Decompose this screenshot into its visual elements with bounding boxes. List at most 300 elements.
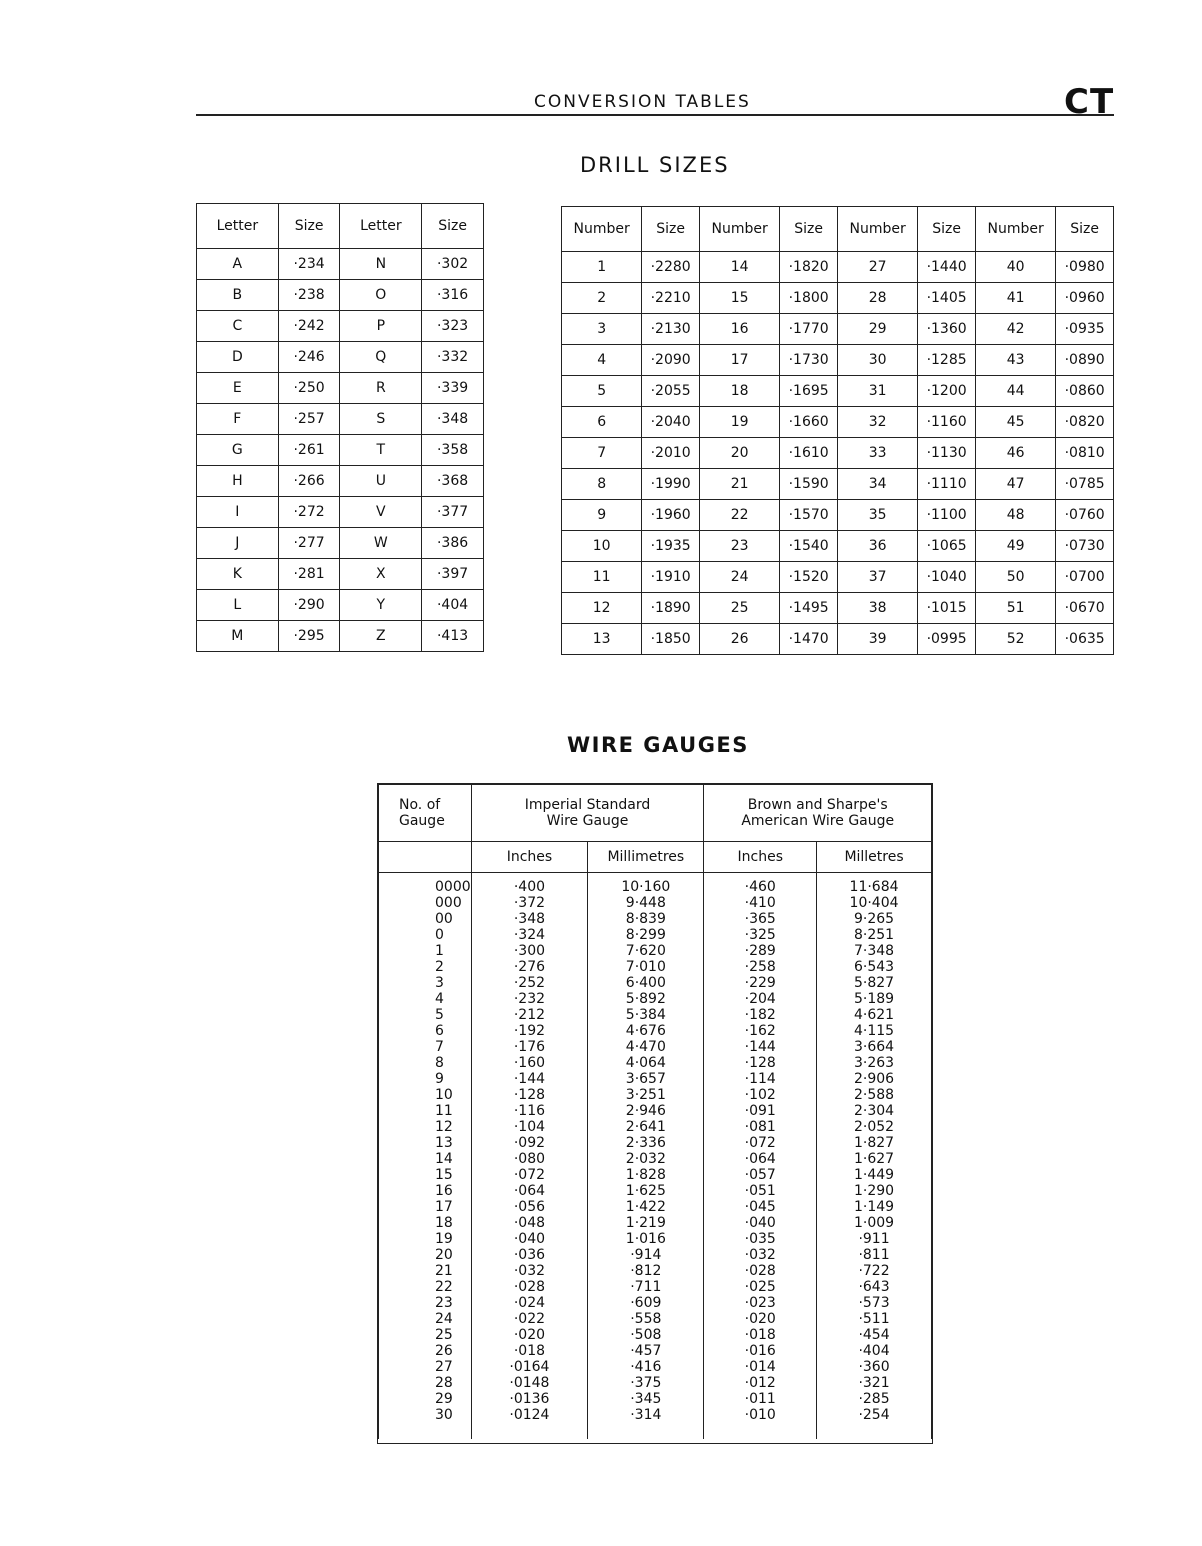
swg-mm-value: 4·064 <box>625 1055 666 1071</box>
awg-mm-value: 8·251 <box>854 927 895 943</box>
table-cell: ·290 <box>278 590 340 621</box>
table-row <box>197 311 484 342</box>
table-cell: 47 <box>975 469 1055 500</box>
gauge-value: 9 <box>435 1071 444 1087</box>
table-cell: ·0810 <box>1056 438 1114 469</box>
swg-inches-value: ·064 <box>513 1183 546 1199</box>
swg-mm-value: ·457 <box>630 1343 662 1359</box>
gauge-value: 19 <box>435 1231 453 1247</box>
awg-inches-value: ·023 <box>744 1295 776 1311</box>
swg-mm-value: ·558 <box>630 1311 662 1327</box>
table-cell: ·1990 <box>642 469 700 500</box>
awg-mm-value: 2·052 <box>854 1119 895 1135</box>
gauge-value: 3 <box>435 975 444 991</box>
awg-inches-value: ·012 <box>744 1375 776 1391</box>
table-cell: 51 <box>975 593 1055 624</box>
table-cell: 49 <box>975 531 1055 562</box>
awg-mm-value: 10·404 <box>849 895 899 911</box>
awg-mm-value: ·285 <box>858 1391 890 1407</box>
gauge-value: 24 <box>435 1311 453 1327</box>
table-cell: K <box>197 559 279 590</box>
table-cell: ·1770 <box>780 314 838 345</box>
table-row <box>562 314 1114 345</box>
table-cell: ·1470 <box>780 624 838 655</box>
table-cell: 30 <box>837 345 917 376</box>
awg-mm-value: 9·265 <box>854 911 895 927</box>
table-cell: N <box>340 249 422 280</box>
swg-inches-value: ·116 <box>513 1103 546 1119</box>
gauge-value: 5 <box>435 1007 444 1023</box>
table-cell: ·1015 <box>918 593 976 624</box>
awg-inches-value: ·204 <box>744 991 776 1007</box>
awg-inches-value: ·410 <box>744 895 776 911</box>
table-cell: V <box>340 497 422 528</box>
table-cell: ·1440 <box>918 252 976 283</box>
table-cell: ·1495 <box>780 593 838 624</box>
table-cell: ·1610 <box>780 438 838 469</box>
table-cell: 37 <box>837 562 917 593</box>
swg-inches-value: ·176 <box>513 1039 546 1055</box>
table-cell: ·1695 <box>780 376 838 407</box>
table-row <box>562 500 1114 531</box>
column-header: Size <box>278 204 340 249</box>
column-header: Size <box>1056 207 1114 252</box>
table-row <box>197 621 484 652</box>
table-cell: O <box>340 280 422 311</box>
table-cell: ·1100 <box>918 500 976 531</box>
gauge-value: 27 <box>435 1359 453 1375</box>
column-header: Letter <box>340 204 422 249</box>
table-cell: 36 <box>837 531 917 562</box>
awg-mm-value: 2·588 <box>854 1087 895 1103</box>
table-cell: 6 <box>562 407 642 438</box>
table-cell: ·316 <box>422 280 484 311</box>
gauge-value: 26 <box>435 1343 453 1359</box>
gauge-value: 17 <box>435 1199 453 1215</box>
swg-inches-value: ·128 <box>513 1087 546 1103</box>
awg-mm-value: 1·290 <box>854 1183 895 1199</box>
awg-inches-value: ·011 <box>744 1391 776 1407</box>
table-cell: ·413 <box>422 621 484 652</box>
swg-inches-value: ·232 <box>513 991 546 1007</box>
table-cell: ·386 <box>422 528 484 559</box>
awg-inches-value: ·325 <box>744 927 776 943</box>
swg-inches-value: ·372 <box>513 895 546 911</box>
table-cell: ·1405 <box>918 283 976 314</box>
table-cell: ·1730 <box>780 345 838 376</box>
table-cell: ·1960 <box>642 500 700 531</box>
swg-mm-value: 1·219 <box>625 1215 666 1231</box>
table-cell: 1 <box>562 252 642 283</box>
swg-mm-value: ·345 <box>630 1391 662 1407</box>
awg-mm-value: 4·115 <box>854 1023 895 1039</box>
table-cell: ·1065 <box>918 531 976 562</box>
swg-mm-value: 6·400 <box>625 975 666 991</box>
table-row <box>562 469 1114 500</box>
gauge-value: 29 <box>435 1391 453 1407</box>
table-cell: 43 <box>975 345 1055 376</box>
table-cell: ·2055 <box>642 376 700 407</box>
table-row <box>197 280 484 311</box>
table-row <box>562 562 1114 593</box>
column-header: Number <box>975 207 1055 252</box>
awg-mm-value: 2·304 <box>854 1103 895 1119</box>
swg-mm-value: ·812 <box>630 1263 662 1279</box>
table-cell: ·0960 <box>1056 283 1114 314</box>
imperial-gauge-header <box>471 785 704 842</box>
number-drill-table <box>561 206 1114 655</box>
awg-mm-column <box>817 873 932 1440</box>
table-cell: B <box>197 280 279 311</box>
table-header-row <box>197 204 484 249</box>
gauge-value: 18 <box>435 1215 453 1231</box>
awg-mm-value: 3·664 <box>854 1039 895 1055</box>
wire-gauge-table-frame <box>377 783 933 1444</box>
header-line: Brown and Sharpe's <box>747 797 888 813</box>
awg-mm-value: ·254 <box>858 1407 890 1423</box>
table-cell: 28 <box>837 283 917 314</box>
table-cell: W <box>340 528 422 559</box>
awg-inches-value: ·010 <box>744 1407 776 1423</box>
swg-inches-value: ·192 <box>513 1023 546 1039</box>
table-cell: ·2130 <box>642 314 700 345</box>
wire-gauges-title: WIRE GAUGES <box>567 733 749 757</box>
awg-inches-value: ·258 <box>744 959 776 975</box>
awg-mm-value: ·722 <box>858 1263 890 1279</box>
table-cell: 18 <box>699 376 779 407</box>
gauge-value: 21 <box>435 1263 453 1279</box>
table-cell: ·404 <box>422 590 484 621</box>
awg-mm-value: ·573 <box>858 1295 890 1311</box>
table-cell: ·302 <box>422 249 484 280</box>
table-cell: 35 <box>837 500 917 531</box>
table-row <box>562 624 1114 655</box>
table-cell: ·2280 <box>642 252 700 283</box>
table-cell: ·368 <box>422 466 484 497</box>
gauge-column <box>379 873 472 1440</box>
table-cell: 19 <box>699 407 779 438</box>
table-cell: 10 <box>562 531 642 562</box>
swg-inches-value: ·020 <box>513 1327 546 1343</box>
table-cell: ·0860 <box>1056 376 1114 407</box>
wire-gauge-table <box>378 784 932 1439</box>
table-cell: 33 <box>837 438 917 469</box>
table-cell: R <box>340 373 422 404</box>
awg-inches-value: ·229 <box>744 975 776 991</box>
table-cell: H <box>197 466 279 497</box>
awg-inches-value: ·032 <box>744 1247 776 1263</box>
swg-inches-value: ·032 <box>513 1263 546 1279</box>
gauge-value: 20 <box>435 1247 453 1263</box>
table-cell: ·0995 <box>918 624 976 655</box>
table-cell: 42 <box>975 314 1055 345</box>
swg-inches-column <box>471 873 588 1440</box>
awg-inches-value: ·018 <box>744 1327 776 1343</box>
gauge-value: 28 <box>435 1375 453 1391</box>
table-cell: ·238 <box>278 280 340 311</box>
gauge-value: 11 <box>435 1103 453 1119</box>
awg-mm-value: 5·827 <box>854 975 895 991</box>
awg-mm-value: ·643 <box>858 1279 890 1295</box>
table-cell: ·0635 <box>1056 624 1114 655</box>
gauge-value: 30 <box>435 1407 453 1423</box>
column-header: Number <box>699 207 779 252</box>
table-cell: ·1110 <box>918 469 976 500</box>
table-cell: M <box>197 621 279 652</box>
column-header: Number <box>562 207 642 252</box>
table-cell: ·257 <box>278 404 340 435</box>
table-cell: T <box>340 435 422 466</box>
swg-mm-value: 1·625 <box>625 1183 666 1199</box>
swg-inches-value: ·104 <box>513 1119 546 1135</box>
table-row <box>562 345 1114 376</box>
gauge-value: 15 <box>435 1167 453 1183</box>
awg-inches-value: ·102 <box>744 1087 776 1103</box>
table-row <box>197 497 484 528</box>
awg-inches-column <box>704 873 817 1440</box>
table-cell: F <box>197 404 279 435</box>
column-header: Size <box>422 204 484 249</box>
table-cell: ·397 <box>422 559 484 590</box>
header-line: American Wire Gauge <box>741 813 895 829</box>
swg-mm-value: 7·010 <box>625 959 666 975</box>
swg-inches-value: ·018 <box>513 1343 546 1359</box>
awg-inches-value: ·091 <box>744 1103 776 1119</box>
table-cell: ·1910 <box>642 562 700 593</box>
table-row <box>197 342 484 373</box>
swg-mm-value: ·609 <box>630 1295 662 1311</box>
gauge-value: 1 <box>435 943 444 959</box>
awg-mm-value: 1·827 <box>854 1135 895 1151</box>
table-cell: L <box>197 590 279 621</box>
swg-inches-value: ·036 <box>513 1247 546 1263</box>
swg-inches-value: ·0136 <box>509 1391 550 1407</box>
swg-inches-value: ·092 <box>513 1135 546 1151</box>
table-cell: G <box>197 435 279 466</box>
swg-inches-value: ·252 <box>513 975 546 991</box>
table-cell: 14 <box>699 252 779 283</box>
table-cell: ·246 <box>278 342 340 373</box>
swg-mm-value: 3·251 <box>625 1087 666 1103</box>
swg-inches-value: ·400 <box>513 879 546 895</box>
gauge-value: 12 <box>435 1119 453 1135</box>
section-code: CT <box>1064 82 1115 122</box>
swg-mm-value: 1·828 <box>625 1167 666 1183</box>
awg-mm-value: ·404 <box>858 1343 890 1359</box>
header-divider <box>196 114 1114 116</box>
awg-inches-value: ·020 <box>744 1311 776 1327</box>
table-cell: X <box>340 559 422 590</box>
table-cell: ·1820 <box>780 252 838 283</box>
table-cell: ·261 <box>278 435 340 466</box>
table-cell: ·266 <box>278 466 340 497</box>
header-line: Imperial Standard <box>524 797 651 813</box>
table-cell: ·0730 <box>1056 531 1114 562</box>
gauge-value: 4 <box>435 991 444 1007</box>
table-row <box>197 404 484 435</box>
table-cell: ·1200 <box>918 376 976 407</box>
awg-mm-value: 11·684 <box>849 879 899 895</box>
awg-inches-value: ·016 <box>744 1343 776 1359</box>
table-cell: I <box>197 497 279 528</box>
table-cell: ·2040 <box>642 407 700 438</box>
awg-mm-value: 4·621 <box>854 1007 895 1023</box>
table-cell: Q <box>340 342 422 373</box>
table-cell: P <box>340 311 422 342</box>
letter-drill-table <box>196 203 484 652</box>
table-row <box>197 528 484 559</box>
gauge-value: 23 <box>435 1295 453 1311</box>
table-cell: ·1040 <box>918 562 976 593</box>
table-cell: ·295 <box>278 621 340 652</box>
gauge-value: 0000 <box>435 879 471 895</box>
swg-inches-value: ·0124 <box>509 1407 550 1423</box>
table-cell: 13 <box>562 624 642 655</box>
swg-mm-value: ·508 <box>630 1327 662 1343</box>
table-cell: ·1360 <box>918 314 976 345</box>
table-cell: ·358 <box>422 435 484 466</box>
table-cell: 5 <box>562 376 642 407</box>
table-row <box>197 466 484 497</box>
swg-inches-value: ·0148 <box>509 1375 550 1391</box>
awg-mm-value: 1·009 <box>854 1215 895 1231</box>
table-cell: D <box>197 342 279 373</box>
awg-mm-value: 2·906 <box>854 1071 895 1087</box>
table-row <box>562 283 1114 314</box>
awg-mm-value: ·811 <box>858 1247 890 1263</box>
table-cell: ·2010 <box>642 438 700 469</box>
swg-inches-value: ·348 <box>513 911 546 927</box>
awg-mm-value: 6·543 <box>854 959 895 975</box>
swg-mm-value: 1·422 <box>625 1199 666 1215</box>
table-cell: 25 <box>699 593 779 624</box>
table-cell: 17 <box>699 345 779 376</box>
awg-mm-value: 1·149 <box>854 1199 895 1215</box>
table-cell: U <box>340 466 422 497</box>
table-cell: 11 <box>562 562 642 593</box>
table-cell: ·1660 <box>780 407 838 438</box>
table-cell: 20 <box>699 438 779 469</box>
awg-mm-value: 5·189 <box>854 991 895 1007</box>
table-cell: 31 <box>837 376 917 407</box>
table-row <box>562 407 1114 438</box>
awg-mm-value: 1·449 <box>854 1167 895 1183</box>
swg-mm-value: 2·946 <box>625 1103 666 1119</box>
swg-mm-value: 1·016 <box>625 1231 666 1247</box>
awg-inches-value: ·289 <box>744 943 776 959</box>
table-cell: 15 <box>699 283 779 314</box>
swg-mm-column <box>588 873 704 1440</box>
table-cell: ·0890 <box>1056 345 1114 376</box>
swg-mm-value: 4·676 <box>625 1023 666 1039</box>
table-cell: 29 <box>837 314 917 345</box>
gauge-value: 000 <box>435 895 462 911</box>
table-cell: ·323 <box>422 311 484 342</box>
table-cell: 3 <box>562 314 642 345</box>
table-row <box>562 252 1114 283</box>
table-cell: ·1570 <box>780 500 838 531</box>
table-cell: 38 <box>837 593 917 624</box>
table-cell: C <box>197 311 279 342</box>
table-cell: ·0760 <box>1056 500 1114 531</box>
gauge-value: 22 <box>435 1279 453 1295</box>
swg-mm-value: 10·160 <box>621 879 671 895</box>
swg-inches-value: ·048 <box>513 1215 546 1231</box>
table-cell: ·1285 <box>918 345 976 376</box>
column-header: Size <box>918 207 976 252</box>
awg-inches-value: ·114 <box>744 1071 776 1087</box>
gauge-value: 14 <box>435 1151 453 1167</box>
table-row <box>562 593 1114 624</box>
swg-inches-value: ·056 <box>513 1199 546 1215</box>
gauge-value: 13 <box>435 1135 453 1151</box>
gauge-value: 7 <box>435 1039 444 1055</box>
swg-mm-value: 2·641 <box>625 1119 666 1135</box>
table-cell: ·2090 <box>642 345 700 376</box>
table-cell: J <box>197 528 279 559</box>
table-cell: A <box>197 249 279 280</box>
awg-inches-value: ·045 <box>744 1199 776 1215</box>
table-cell: ·234 <box>278 249 340 280</box>
table-row <box>197 435 484 466</box>
table-cell: ·1890 <box>642 593 700 624</box>
table-cell: ·0980 <box>1056 252 1114 283</box>
awg-inches-value: ·051 <box>744 1183 776 1199</box>
swg-mm-value: 4·470 <box>625 1039 666 1055</box>
table-cell: 8 <box>562 469 642 500</box>
swg-mm-value: 9·448 <box>625 895 666 911</box>
awg-mm-value: 7·348 <box>854 943 895 959</box>
table-cell: 4 <box>562 345 642 376</box>
table-cell: 34 <box>837 469 917 500</box>
swg-inches-value: ·276 <box>513 959 546 975</box>
awg-inches-value: ·081 <box>744 1119 776 1135</box>
awg-mm-value: ·454 <box>858 1327 890 1343</box>
table-cell: ·242 <box>278 311 340 342</box>
gauge-value: 8 <box>435 1055 444 1071</box>
swg-mm-value: ·375 <box>630 1375 662 1391</box>
table-cell: 32 <box>837 407 917 438</box>
swg-mm-value: 8·299 <box>625 927 666 943</box>
table-row <box>562 376 1114 407</box>
table-cell: 23 <box>699 531 779 562</box>
table-cell: 39 <box>837 624 917 655</box>
table-cell: ·272 <box>278 497 340 528</box>
awg-inches-value: ·365 <box>744 911 776 927</box>
table-cell: ·1590 <box>780 469 838 500</box>
empty-subheader <box>379 842 472 873</box>
table-cell: 48 <box>975 500 1055 531</box>
awg-mm-header: Milletres <box>817 842 932 873</box>
awg-mm-value: ·511 <box>858 1311 890 1327</box>
awg-inches-value: ·057 <box>744 1167 776 1183</box>
table-cell: 27 <box>837 252 917 283</box>
swg-mm-value: 5·384 <box>625 1007 666 1023</box>
swg-mm-value: ·914 <box>630 1247 662 1263</box>
awg-mm-value: ·360 <box>858 1359 890 1375</box>
swg-inches-value: ·024 <box>513 1295 546 1311</box>
awg-inches-value: ·182 <box>744 1007 776 1023</box>
table-cell: ·250 <box>278 373 340 404</box>
page-title: CONVERSION TABLES <box>534 92 751 112</box>
table-cell: ·277 <box>278 528 340 559</box>
table-cell: 7 <box>562 438 642 469</box>
table-cell: ·1850 <box>642 624 700 655</box>
table-cell: ·0935 <box>1056 314 1114 345</box>
table-row <box>197 249 484 280</box>
awg-mm-value: ·911 <box>858 1231 890 1247</box>
gauge-number-header <box>379 785 472 842</box>
